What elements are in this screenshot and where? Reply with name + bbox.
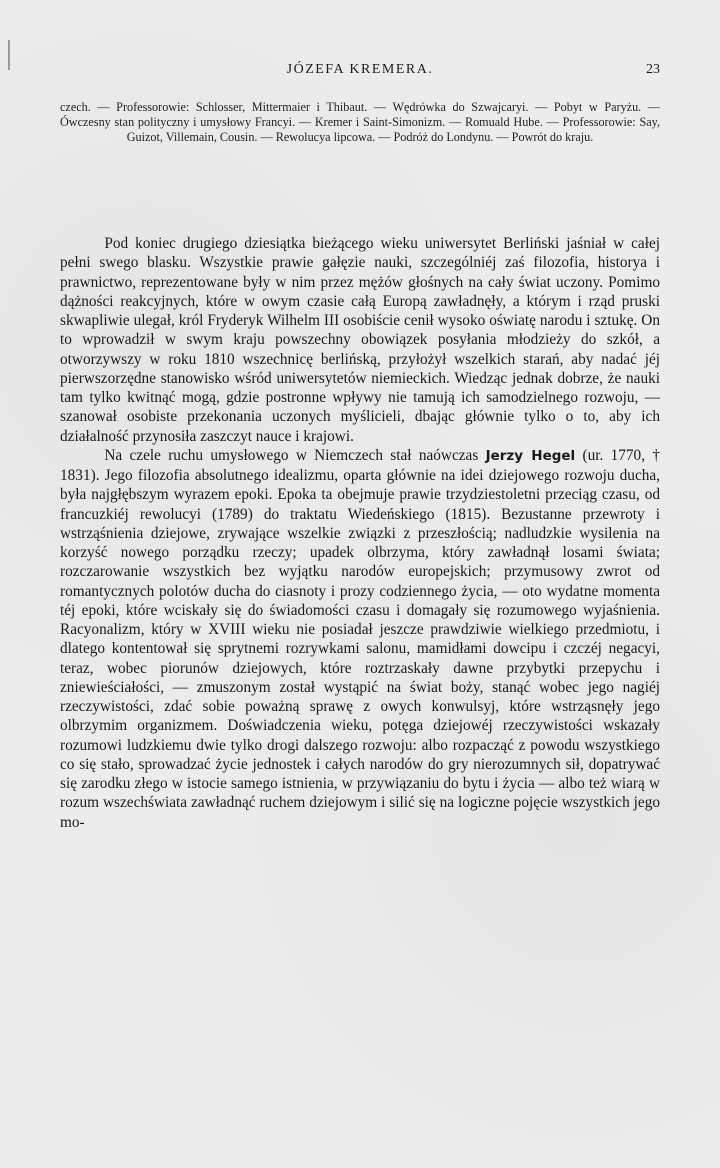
paragraph-2-start: Na czele ruchu umysłowego w Niemczech stał naówczas [104, 446, 479, 464]
hegel-name: Jerzy Hegel [485, 447, 576, 464]
paragraph-1: Pod koniec drugiego dziesiątka bieżącego wieku uniwersytet Berliński jaśniał w całej pełni swego blasku. Wszystkie prawie gałęzie nauki, szczególniéj zaś filozofia, historya i prawnictwo, reprezentowane były w nim przez mężów głośnych na cały świat uczony. Pomimo dążności reakcyjnych, które w owym czasie całą Europą zawładnęły, a którym i rząd pruski skwapliwie ulegał, król Fryderyk Wilhelm III osobiście cenił wysoko oświatę narodu i sztukę. On to wprowadził w swym kraju powszechny obowiązek posyłania młodzieży do szkół, a otworzywszy w roku 1810 wszechnicę berlińską, przyłożył wszelkich starań, aby nadać jéj pierwszorzędne stanowisko wśród uniwersytetów niemieckich. Wiedząc jednak dobrze, że nauki tam tylko kwitnąć mogą, gdzie postronne wpływy nie tamują ich samodzielnego rozwoju, — szanował osobiste przekonania uczonych myślicieli, dbając głównie tylko o to, aby ich działalność przynosiła zaszczyt nauce i krajowi. [60, 235, 660, 445]
paragraph-2 [60, 446, 660, 832]
page-header [60, 62, 660, 82]
paragraph-2-rest: (ur. 1770, † 1831). Jego filozofia absolutnego idealizmu, oparta głównie na idei dziejowego rozwoju ducha, była najgłębszym wyrazem epoki. Epoka ta obejmuje prawie trzydziestoletni przeciąg czasu, od francuzkiéj rewolucyi (1789) do traktatu Wiedeńskiego (1815). Bezustanne przewroty i wstrząśnienia dziejowe, zrywające wszelkie związki z przeszłością; nadludzkie wysilenia na korzyść nowego porządku rzeczy; upadek olbrzyma, który zawładnął losami świata; rozczarowanie wszystkich bez wyjątku narodów europejskich; przymusowy zwrot od romantycznych polotów ducha do ciasnoty i prozy codziennego życia, — oto wydatne momenta téj epoki, które wciskały się do świadomości czasu i domagały się rozumowego wyjaśnienia. Racyonalizm, który w XVIII wieku nie posiadał jeszcze prawdziwie wielkiego przedmiotu, i dlatego kontentował się sprytnemi rozrywkami salonu, mamidłami dowcipu i czczéj negacyi, teraz, wobec piorunów dziejowych, które roztrzaskały dawne przybytki przepychu i zniewieściałości, — zmuszonym został wystąpić na świat boży, stanąć wobec jego nagiéj rzeczywistości, zdać sobie poważną sprawę z owych konwulsyj, które wstrząsnęły jego olbrzymim organizmem. Doświadczenia wieku, potęga dziejowéj rzeczywistości wskazały rozumowi ludzkiemu dwie tylko drogi dalszego rozwoju: albo rozpacząć z powodu wszystkiego co się stało, sprowadzać życie jednostek i całych narodów do gry nierozumnych sił, dopatrywać się zarodku złego w istocie samego istnienia, w przywiązaniu do bytu i życia — albo też wiarą w rozum wszechświata zawładnąć ruchem dziejowym i silić się na logiczne pojęcie wszystkich jego mo- [60, 446, 660, 831]
body-text [60, 234, 660, 832]
running-title: JÓZEFA KREMERA. [286, 62, 434, 77]
chapter-summary: czech. — Professorowie: Schlosser, Mittermaier i Thibaut. — Wędrówka do Szwajcaryi. — Pobyt w Paryżu. — Ówczesny stan polityczny i umysłowy Francyi. — Kremer i Saint-Simonizm. — Romuald Hube. — Professorowie: Say, Guizot, Villemain, Cousin. — Rewolucya lipcowa. — Podróż do Londynu. — Powrót do kraju. [60, 100, 660, 145]
page-number: 23 [646, 62, 660, 77]
page-edge-mark [8, 40, 10, 70]
